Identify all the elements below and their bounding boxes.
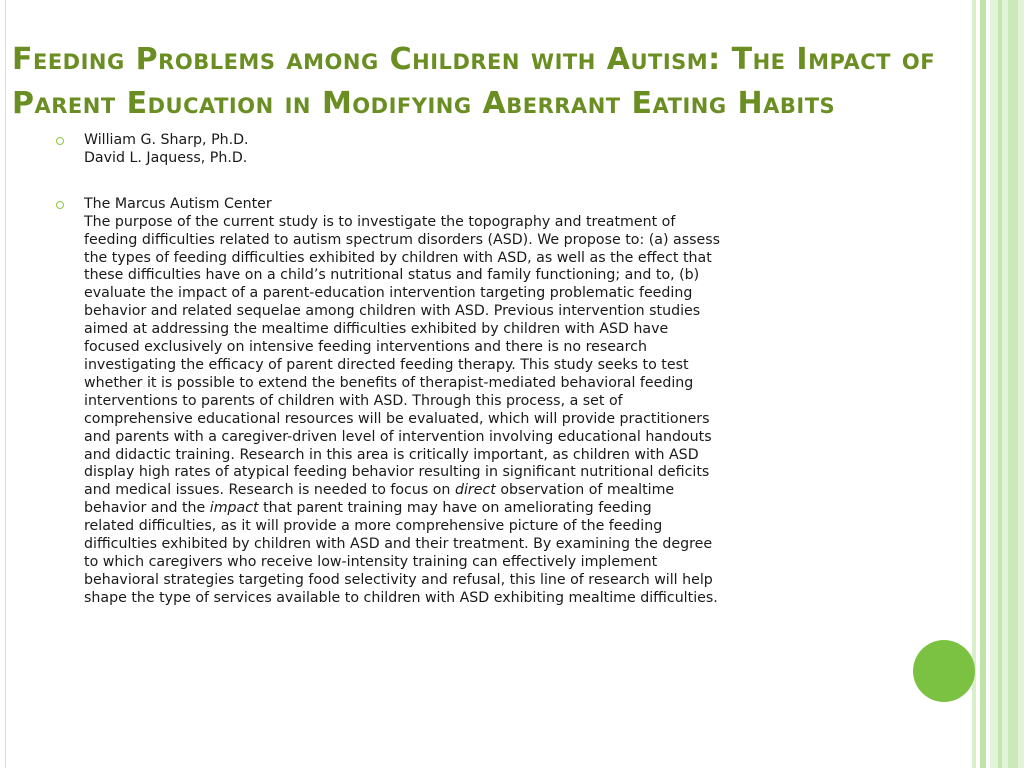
stripe <box>998 0 1002 768</box>
body-line: behavioral strategies targeting food selectivity and refusal, this line of research will help <box>84 571 713 588</box>
body-line: interventions to parents of children with ASD. Through this process, a set of <box>84 392 623 409</box>
text-segment: observation of mealtime <box>495 482 675 499</box>
stripe <box>1008 0 1018 768</box>
stripe <box>990 0 1024 768</box>
left-border-rule <box>5 0 6 768</box>
bullet-circle-icon <box>56 137 64 145</box>
body-line: display high rates of atypical feeding behavior resulting in significant nutritional deficits <box>84 464 710 481</box>
body-line: aimed at addressing the mealtime difficulties exhibited by children with ASD have <box>84 321 669 338</box>
body-line: and parents with a caregiver-driven level of intervention involving educational handouts <box>84 428 712 445</box>
body-line: to which caregivers who receive low-intensity training can effectively implement <box>84 553 658 570</box>
bullet-authors <box>56 132 886 168</box>
slide-body <box>56 132 886 608</box>
body-line: focused exclusively on intensive feeding interventions and there is no research <box>84 339 647 356</box>
slide-title <box>12 38 972 126</box>
body-line-emphasis <box>84 482 886 500</box>
body-line: the types of feeding difficulties exhibited by children with ASD, as well as the effect that <box>84 249 712 266</box>
body-line: comprehensive educational resources will be evaluated, which will provide practitioners <box>84 410 710 427</box>
body-line: whether it is possible to extend the benefits of therapist-mediated behavioral feeding <box>84 374 694 391</box>
author-2: David L. Jaquess, Ph.D. <box>84 149 248 166</box>
bullet-circle-icon <box>56 201 64 209</box>
stripe <box>980 0 986 768</box>
body-line: related difficulties, as it will provide a more comprehensive picture of the feeding <box>84 518 663 535</box>
body-line: these difficulties have on a child’s nutritional status and family functioning; and to, (b) <box>84 267 700 284</box>
bullet-center <box>56 196 886 608</box>
body-line: behavior and related sequelae among children with ASD. Previous intervention studies <box>84 303 701 320</box>
title-line-1: Feeding Problems among Children with Autism: The Impact of <box>12 42 936 77</box>
text-segment: that parent training may have on ameliorating feeding <box>258 500 652 517</box>
center-heading: The Marcus Autism Center <box>84 195 272 212</box>
title-line-2: Parent Education in Modifying Aberrant Eating Habits <box>12 86 836 121</box>
decorative-green-circle <box>913 640 975 702</box>
right-decorative-stripes <box>972 0 1024 768</box>
emphasis-impact: impact <box>209 500 259 517</box>
text-segment: and medical issues. Research is needed to focus on <box>84 482 455 499</box>
body-line: feeding difficulties related to autism spectrum disorders (ASD). We propose to: (a) assess <box>84 231 720 248</box>
body-line: difficulties exhibited by children with ASD and their treatment. By examining the degree <box>84 536 713 553</box>
body-line: shape the type of services available to children with ASD exhibiting mealtime difficulties. <box>84 589 718 606</box>
emphasis-direct: direct <box>454 482 496 499</box>
body-line: investigating the efficacy of parent directed feeding therapy. This study seeks to test <box>84 356 689 373</box>
text-segment: behavior and the <box>84 500 210 517</box>
body-line-emphasis <box>84 500 886 518</box>
author-1: William G. Sharp, Ph.D. <box>84 132 249 148</box>
body-line: The purpose of the current study is to investigate the topography and treatment of <box>84 213 676 230</box>
stripe <box>972 0 976 768</box>
body-line: evaluate the impact of a parent-education intervention targeting problematic feeding <box>84 285 693 302</box>
body-line: and didactic training. Research in this area is critically important, as children with ASD <box>84 446 699 463</box>
